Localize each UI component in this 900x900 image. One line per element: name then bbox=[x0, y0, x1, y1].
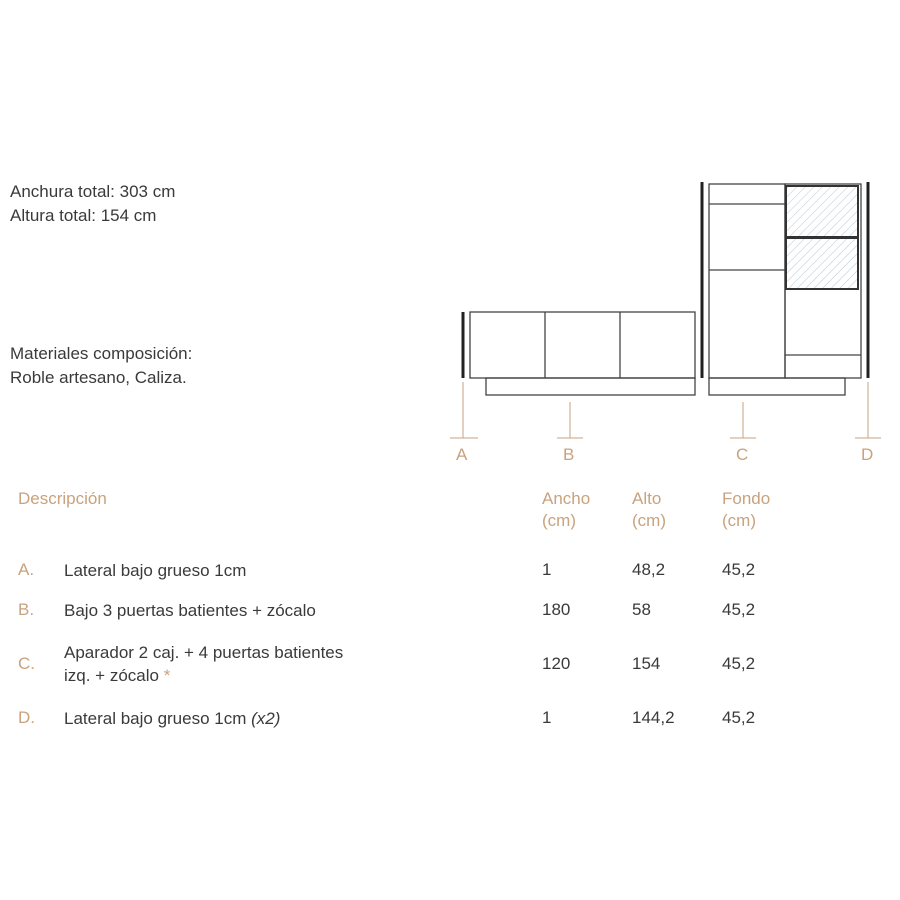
diagram-label-c: C bbox=[736, 445, 749, 464]
low-unit-b bbox=[470, 312, 695, 395]
row-depth: 45,2 bbox=[722, 560, 756, 579]
table-row bbox=[18, 550, 812, 590]
footnote-asterisk: * bbox=[163, 666, 171, 685]
row-description-line1: Aparador 2 caj. + 4 puertas batientes bbox=[64, 643, 344, 662]
total-width: Anchura total: 303 cm bbox=[10, 182, 176, 201]
row-description bbox=[64, 630, 542, 698]
materials-summary bbox=[10, 342, 192, 390]
diagram-label-b: B bbox=[563, 445, 575, 464]
row-width: 180 bbox=[542, 600, 571, 619]
row-width: 120 bbox=[542, 654, 571, 673]
dimensions-summary bbox=[10, 180, 175, 228]
table-header bbox=[18, 488, 812, 532]
row-letter: A. bbox=[18, 560, 35, 579]
row-depth: 45,2 bbox=[722, 600, 756, 619]
sideboard-c bbox=[709, 184, 861, 395]
materials-label: Materiales composición: bbox=[10, 344, 193, 363]
header-depth-unit: (cm) bbox=[722, 511, 756, 530]
furniture-diagram bbox=[440, 170, 890, 470]
header-description bbox=[18, 488, 542, 532]
row-description-line2-wrap bbox=[64, 664, 542, 687]
row-height: 58 bbox=[632, 600, 651, 619]
components-table bbox=[18, 488, 812, 738]
header-depth-label: Fondo bbox=[722, 489, 771, 508]
table-row bbox=[18, 590, 812, 630]
row-multiplier: (x2) bbox=[251, 708, 281, 728]
table-row bbox=[18, 630, 812, 698]
row-depth: 45,2 bbox=[722, 654, 756, 673]
header-width bbox=[542, 488, 632, 532]
row-description-text: Lateral bajo grueso 1cm bbox=[64, 708, 247, 728]
row-letter: D. bbox=[18, 708, 35, 727]
row-height: 48,2 bbox=[632, 560, 666, 579]
row-description-line2: izq. + zócalo bbox=[64, 666, 159, 685]
materials-value: Roble artesano, Caliza. bbox=[10, 368, 187, 387]
row-height: 154 bbox=[632, 654, 661, 673]
header-description-label: Descripción bbox=[18, 489, 107, 508]
leader-c bbox=[730, 402, 756, 438]
diagram-label-a: A bbox=[456, 445, 468, 464]
header-height-unit: (cm) bbox=[632, 511, 666, 530]
leader-a bbox=[450, 382, 478, 438]
row-height: 144,2 bbox=[632, 708, 675, 727]
leader-d bbox=[855, 382, 881, 438]
row-letter: B. bbox=[18, 600, 35, 619]
header-depth bbox=[722, 488, 812, 532]
row-description bbox=[64, 698, 542, 738]
row-width: 1 bbox=[542, 560, 552, 579]
leader-b bbox=[557, 402, 583, 438]
row-letter: C. bbox=[18, 654, 35, 673]
diagram-label-d: D bbox=[861, 445, 874, 464]
table-row bbox=[18, 698, 812, 738]
total-height: Altura total: 154 cm bbox=[10, 206, 157, 225]
row-description: Bajo 3 puertas batientes + zócalo bbox=[64, 600, 316, 620]
header-height bbox=[632, 488, 722, 532]
header-width-label: Ancho bbox=[542, 489, 591, 508]
row-description: Lateral bajo grueso 1cm bbox=[64, 560, 247, 580]
row-depth: 45,2 bbox=[722, 708, 756, 727]
row-width: 1 bbox=[542, 708, 552, 727]
header-width-unit: (cm) bbox=[542, 511, 576, 530]
header-height-label: Alto bbox=[632, 489, 662, 508]
